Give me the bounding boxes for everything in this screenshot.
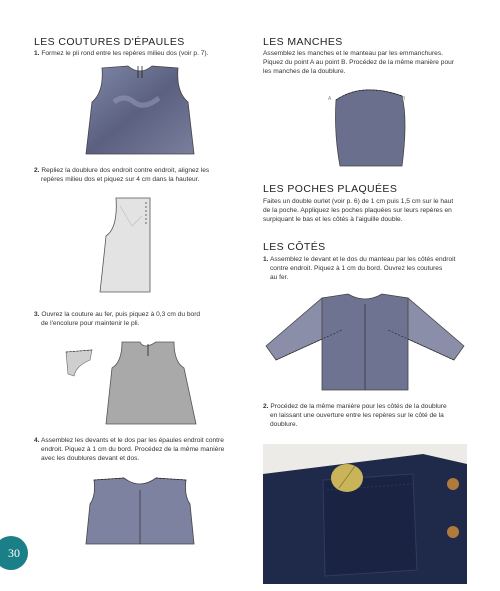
step2-cotes: 2. Procédez de la même manière pour les côtés de la doublure en laissant une ouverture entre les repères sur le côté de la doublure. [263,403,447,428]
back-piece-illustration [84,62,196,162]
step1-cotes: 1. Assemblez le devant et le dos du manteau par les côtés endroit contre endroit. Piquez à 1 cm du bord. Ouvrez les coutures au fer. [263,256,456,281]
heading-cotes: LES CÔTÉS [263,241,326,253]
page-number: 30 [0,536,28,570]
assembled-front-illustration [84,476,196,546]
step4-coutures: 4. Assemblez les devants et le dos par les épaules endroit contre endroit. Piquez à 1 cm du bord. Procédez de la même manière avec les doublures devant et dos. [34,437,225,462]
pressed-lining-illustration [62,336,204,428]
heading-poches: LES POCHES PLAQUÉES [263,183,398,195]
label-a: A [328,96,332,102]
step3-coutures: 3. Ouvrez la couture au fer, puis piquez à 0,3 cm du bord de l'encolure pour maintenir le pli. [34,311,201,327]
step1-coutures: 1. Formez le pli rond entre les repères milieu dos (voir p. 7). [34,50,209,57]
text-manches: Assemblez les manches et le manteau par les emmanchures. Piquez du point A au point B. Procédez de la même manière pour les manches de la doublure. [263,50,454,75]
coat-sleeves-illustration [262,290,468,392]
text-poches: Faites un double ourlet (voir p. 6) de 1 cm puis 1,5 cm sur le haut de la poche. Appliquez les poches plaquées sur leurs repères en surpiquant le bas et les côtés à l'aiguille double. [263,198,454,223]
step2-coutures: 2. Repliez la doublure dos endroit contre endroit, alignez les repères milieu dos et piquez sur 4 cm dans la hauteur. [34,167,210,183]
sleeve-illustration [322,80,418,170]
lining-fold-illustration [98,196,162,294]
heading-manches: LES MANCHES [263,36,343,48]
heading-coutures: LES COUTURES D'ÉPAULES [34,36,185,48]
coat-pocket-photo [263,444,467,584]
label-b: B [402,96,406,102]
